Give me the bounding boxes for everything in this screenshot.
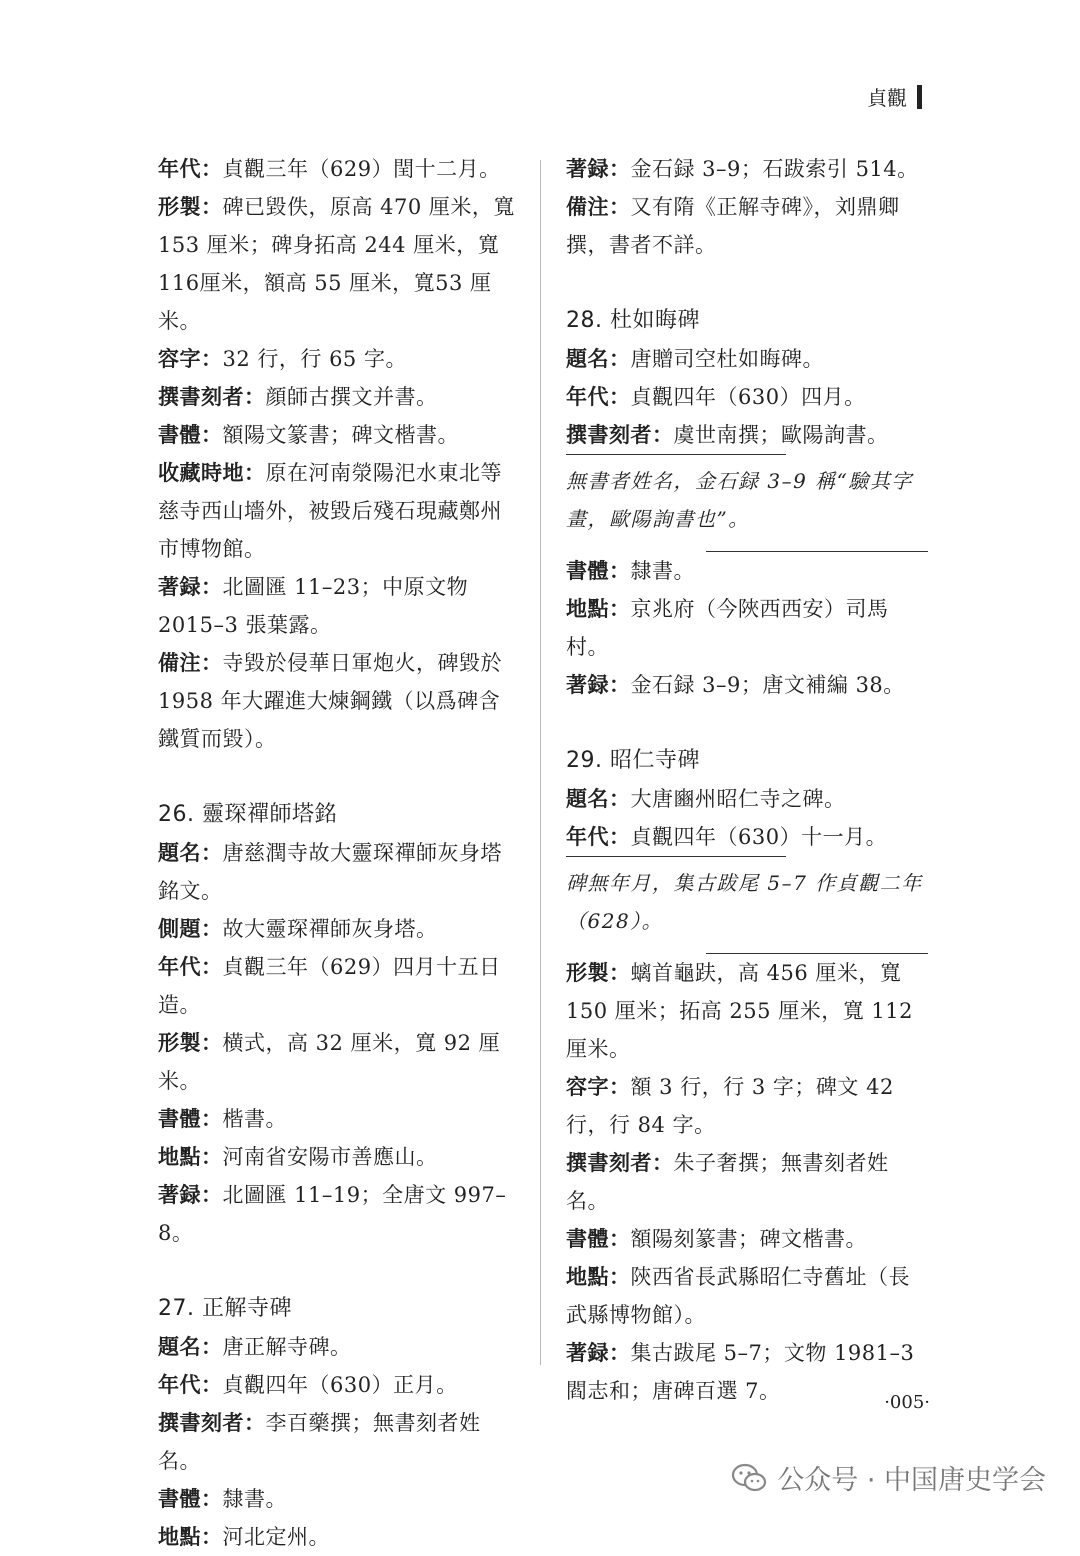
field-label: 撰書刻者： [158,1411,266,1435]
field-text: 北圖匯 11–23；中原文物 2015–3 張葉露。 [158,575,469,637]
footnote-text: 碑無年月，集古跋尾 5–7 作貞觀二年（628）。 [566,871,923,933]
field-label: 書體： [158,1107,223,1131]
entry-title: 26. 靈琛禪師塔銘 [158,802,337,827]
field-label: 容字： [566,1075,631,1099]
field-text: 唐贈司空杜如晦碑。 [630,347,824,371]
field-text: 螭首龜趺，高 456 厘米，寬 150 厘米；拓高 255 厘米，寬 112 厘米。 [566,961,913,1061]
running-header-title: 貞觀 [867,86,907,110]
field-label: 地點： [158,1525,223,1549]
field-text: 京兆府（今陜西西安）司馬村。 [566,597,889,659]
field-text: 貞觀四年（630）正月。 [222,1373,458,1397]
field-text: 貞觀三年（629）閏十二月。 [222,157,501,181]
field-label: 著録： [566,673,631,697]
field-text: 又有隋《正解寺碑》，刘鼎卿撰，書者不詳。 [566,195,900,257]
field-label: 著録： [158,1183,223,1207]
field-text: 唐慈潤寺故大靈琛禪師灰身塔銘文。 [158,841,502,903]
field-text: 額陽文篆書；碑文楷書。 [222,423,459,447]
field-label: 備注： [566,195,631,219]
field-text: 集古跋尾 5–7；文物 1981–3 閻志和；唐碑百選 7。 [566,1341,915,1403]
field-row [566,954,928,1068]
field-row [158,1100,520,1138]
field-text: 碑已毀佚，原高 470 厘米，寬 153 厘米；碑身拓高 244 厘米，寬116厘米，額高 55 厘米，寬53 厘米。 [158,195,515,333]
page-number: ·005· [884,1392,930,1413]
field-text: 金石録 3–9；唐文補編 38。 [630,673,905,697]
field-row [158,1176,520,1252]
watermark-text: 公众号 · 中国唐史学会 [777,1465,1046,1496]
field-row [566,590,928,666]
field-row [158,644,520,758]
field-row [158,340,520,378]
field-label: 收藏時地： [158,461,266,485]
entry-29 [566,742,928,1410]
field-row [158,416,520,454]
field-label: 書體： [566,559,631,583]
field-label: 題名： [566,347,631,371]
field-row [566,1334,928,1410]
field-text: 32 行，行 65 字。 [222,347,407,371]
running-header [867,82,922,111]
field-text: 河北定州。 [222,1525,330,1549]
field-row [158,1480,520,1518]
field-label: 年代： [158,1373,223,1397]
entry-title: 29. 昭仁寺碑 [566,748,700,773]
field-text: 大唐豳州昭仁寺之碑。 [630,787,846,811]
footnote-text: 無書者姓名，金石録 3–9 稱“驗其字畫，歐陽詢書也”。 [566,469,913,531]
field-text: 李百藥撰；無書刻者姓名。 [158,1411,481,1473]
field-row [158,150,520,188]
entry-title: 27. 正解寺碑 [158,1296,292,1321]
field-label: 撰書刻者： [566,1151,674,1175]
field-label: 年代： [158,955,223,979]
field-label: 著録： [566,157,631,181]
field-label: 書體： [566,1227,631,1251]
field-label: 年代： [566,825,631,849]
field-label: 題名： [158,841,223,865]
field-row [566,818,928,856]
field-row [566,188,928,264]
field-text: 横式，高 32 厘米，寬 92 厘米。 [158,1031,501,1093]
field-label: 備注： [158,651,223,675]
footnote [566,856,928,954]
field-text: 貞觀三年（629）四月十五日造。 [158,955,501,1017]
entry-26 [158,796,520,1252]
field-label: 形製： [158,1031,223,1055]
header-bar [917,85,922,109]
field-text: 顔師古撰文并書。 [265,385,438,409]
footnote-rule-top [566,856,786,857]
field-text: 額 3 行，行 3 字；碑文 42 行，行 84 字。 [566,1075,894,1137]
field-row [566,340,928,378]
left-column [158,150,520,1556]
field-row [158,1138,520,1176]
field-label: 容字： [158,347,223,371]
field-label: 形製： [566,961,631,985]
field-row [566,780,928,818]
field-label: 著録： [158,575,223,599]
field-row [158,910,520,948]
field-row [158,1024,520,1100]
field-text: 故大靈琛禪師灰身塔。 [222,917,438,941]
field-text: 隸書。 [222,1487,287,1511]
field-row [566,1144,928,1220]
field-label: 形製： [158,195,223,219]
field-text: 河南省安陽市善應山。 [222,1145,438,1169]
field-text: 金石録 3–9；石跋索引 514。 [630,157,919,181]
entry-25-continued [158,150,520,758]
field-label: 地點： [566,1265,631,1289]
field-row [158,1328,520,1366]
field-row [566,1258,928,1334]
field-label: 著録： [566,1341,631,1365]
field-text: 貞觀四年（630）四月。 [630,385,866,409]
field-row [158,1366,520,1404]
field-row [566,552,928,590]
field-text: 原在河南滎陽汜水東北等慈寺西山墻外，被毀后殘石現藏鄭州市博物館。 [158,461,502,561]
field-text: 朱子奢撰；無書刻者姓名。 [566,1151,889,1213]
field-label: 題名： [566,787,631,811]
field-text: 隸書。 [630,559,695,583]
field-text: 額陽刻篆書；碑文楷書。 [630,1227,867,1251]
field-label: 年代： [158,157,223,181]
field-label: 撰書刻者： [566,423,674,447]
field-text: 貞觀四年（630）十一月。 [630,825,888,849]
field-row [566,666,928,704]
column-divider [540,160,541,1365]
field-row [158,378,520,416]
field-row [566,150,928,188]
field-row [566,1220,928,1258]
field-text: 陝西省長武縣昭仁寺舊址（長武縣博物館）。 [566,1265,910,1327]
footnote [566,454,928,552]
field-row [158,568,520,644]
field-label: 地點： [566,597,631,621]
field-row [566,378,928,416]
field-label: 題名： [158,1335,223,1359]
field-row [158,188,520,340]
field-row [158,1404,520,1480]
field-text: 寺毀於侵華日軍炮火，碑毀於 1958 年大躍進大煉鋼鐵（以爲碑含鐵質而毀）。 [158,651,502,751]
footnote-rule-top [566,454,786,455]
entry-28 [566,302,928,704]
field-label: 側題： [158,917,223,941]
footnote-rule-bottom [706,551,928,552]
entry-title: 28. 杜如晦碑 [566,308,700,333]
field-text: 北圖匯 11–19；全唐文 997–8。 [158,1183,507,1245]
right-column [566,150,928,1410]
field-row [158,454,520,568]
field-row [566,1068,928,1144]
field-label: 年代： [566,385,631,409]
field-row [566,416,928,454]
entry-27 [158,1290,520,1556]
watermark [731,1458,1046,1497]
field-text: 虞世南撰；歐陽詢書。 [673,423,889,447]
wechat-icon [731,1463,767,1493]
field-row [158,948,520,1024]
footnote-rule-bottom [706,953,928,954]
field-row [158,834,520,910]
field-label: 書體： [158,423,223,447]
field-text: 唐正解寺碑。 [222,1335,352,1359]
field-label: 地點： [158,1145,223,1169]
field-text: 楷書。 [222,1107,287,1131]
field-label: 書體： [158,1487,223,1511]
entry-27-continued [566,150,928,264]
field-label: 撰書刻者： [158,385,266,409]
